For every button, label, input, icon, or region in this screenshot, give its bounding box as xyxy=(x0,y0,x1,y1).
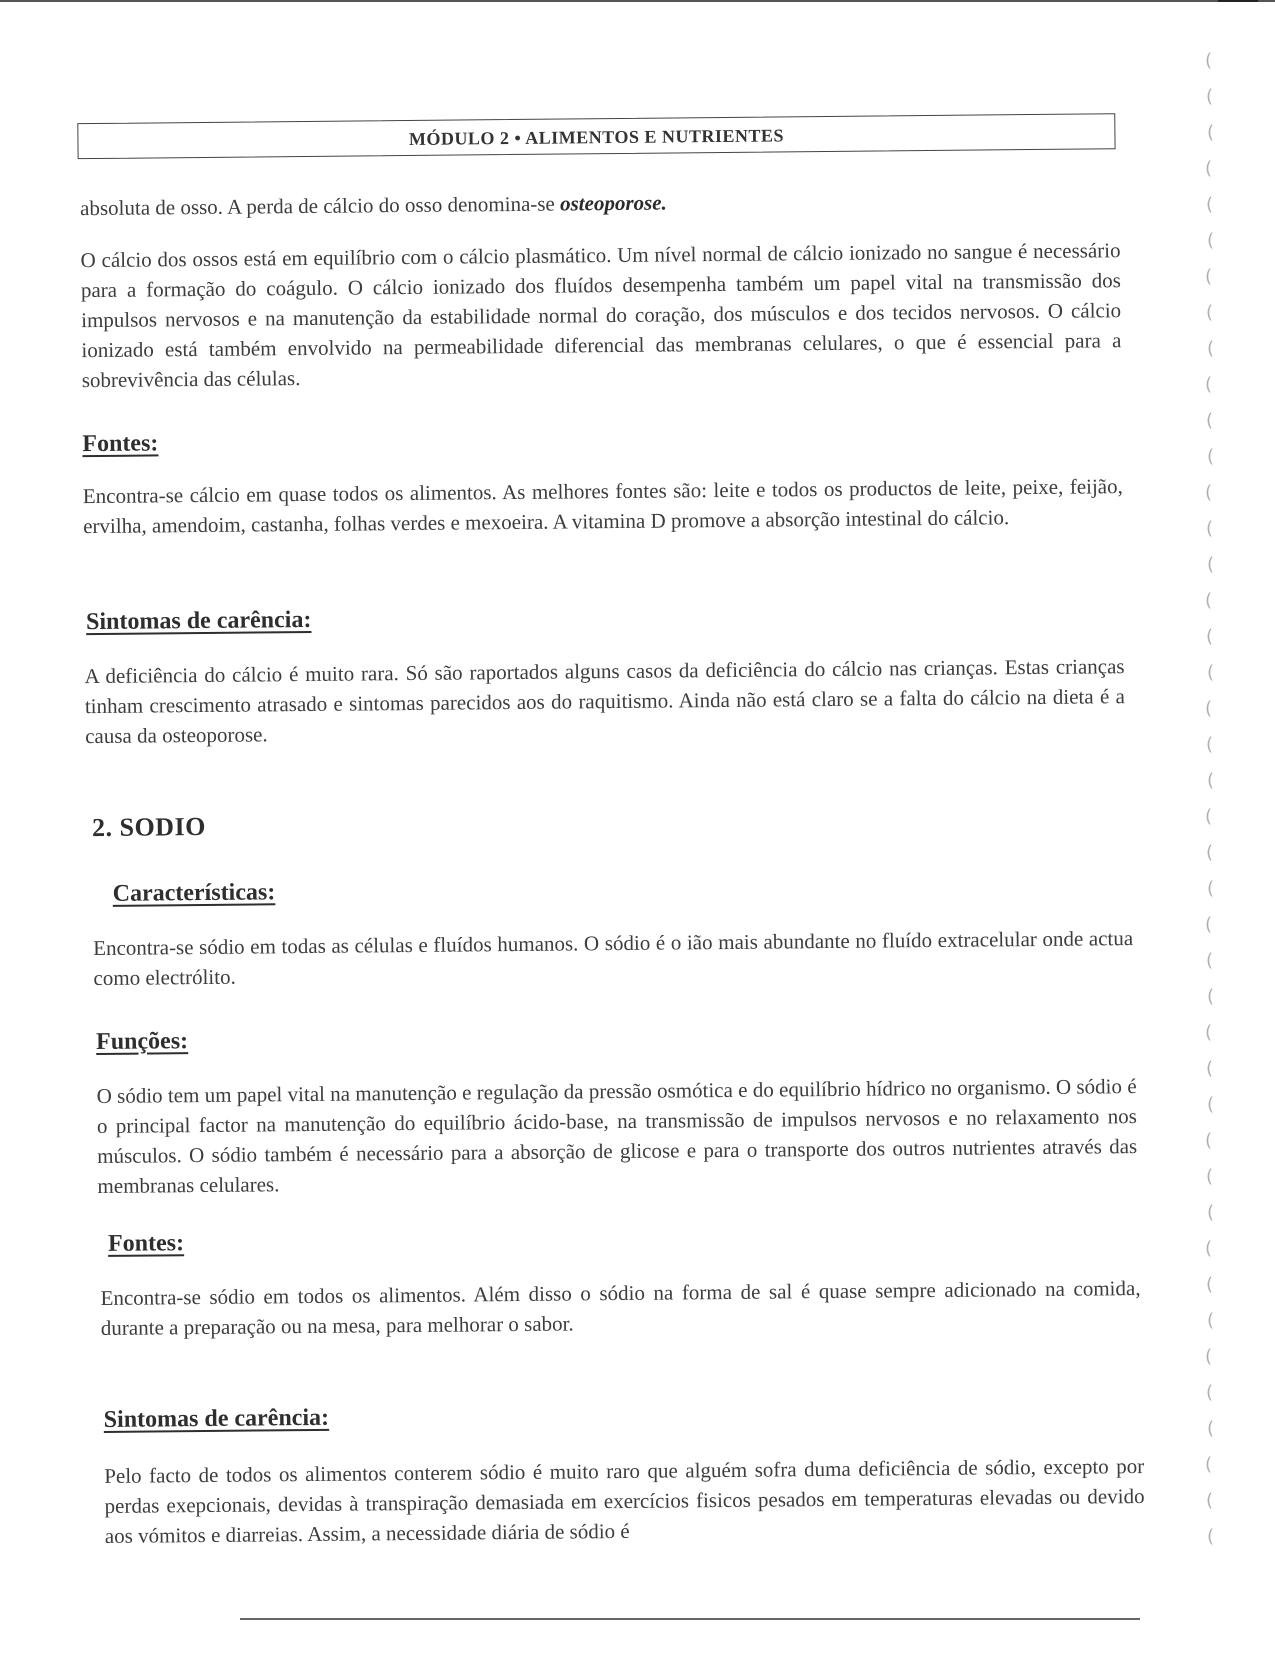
sodium-characteristics-text: Encontra-se sódio em todas as células e fluídos humanos. O sódio é o ião mais abundante no fluído extracelular onde actua como electrólito. xyxy=(93,926,1134,991)
binding-mark: ( xyxy=(1206,734,1214,755)
calcium-intro-text: absoluta de osso. A perda de cálcio do osso denomina-se xyxy=(79,191,561,221)
binding-mark: ( xyxy=(1205,1346,1213,1367)
sodium-functions-text: O sódio tem um papel vital na manutenção e regulação da pressão osmótica e do equilíbrio hídrico no organismo. O sódio é o principal factor na manutenção do equilíbrio ácido-base, na transmissão de impulsos nervosos e no relaxamento nos músculos. O sódio também é necessário para a absorção de glicose e para o transporte dos outros nutrientes através das membranas celulares. xyxy=(96,1074,1138,1199)
binding-mark: ( xyxy=(1205,806,1213,827)
sodium-deficiency-heading: Sintomas de carência: xyxy=(103,1404,330,1433)
binding-mark: ( xyxy=(1206,410,1214,431)
binding-mark: ( xyxy=(1207,1202,1215,1223)
binding-mark: ( xyxy=(1207,1418,1215,1439)
binding-mark: ( xyxy=(1205,1238,1213,1259)
binding-mark: ( xyxy=(1206,842,1214,863)
binding-mark: ( xyxy=(1207,230,1215,251)
binding-mark: ( xyxy=(1206,194,1214,215)
binding-mark: ( xyxy=(1205,158,1213,179)
calcium-sources-heading: Fontes: xyxy=(82,430,159,458)
binding-mark: ( xyxy=(1205,914,1213,935)
binding-mark: ( xyxy=(1206,950,1214,971)
binding-mark: ( xyxy=(1207,1310,1215,1331)
binding-mark: ( xyxy=(1207,122,1215,143)
calcium-deficiency-heading: Sintomas de carência: xyxy=(85,606,312,636)
binding-mark: ( xyxy=(1206,518,1214,539)
calcium-plasma-paragraph: O cálcio dos ossos está em equilíbrio com o cálcio plasmático. Um nível normal de cálcio ionizado no sangue é necessário para a formação do coágulo. O cálcio ionizado dos fluídos desempenha também um papel vital na transmissão dos impulsos nervosos e na manutenção da estabilidade normal do coração, dos músculos e dos tecidos nervosos. O cálcio ionizado está também envolvido na permeabilidade diferencial das membranas celulares, o que é essencial para a sobrevivência das células. xyxy=(80,238,1122,393)
binding-mark: ( xyxy=(1207,662,1215,683)
binding-mark: ( xyxy=(1206,86,1214,107)
binding-mark: ( xyxy=(1205,266,1213,287)
binding-mark: ( xyxy=(1206,1058,1214,1079)
binding-mark: ( xyxy=(1206,1274,1214,1295)
sodium-section-heading: 2. SODIO xyxy=(91,811,206,843)
sodium-deficiency-text: Pelo facto de todos os alimentos conterem sódio é muito raro que alguém sofra duma deficiência de sódio, excepto por perdas exepcionais, devidas à transpiração demasiada em exercícios fisicos pesados em temperaturas elevadas ou devido aos vómitos e diarreias. Assim, a necessidade diária de sódio é xyxy=(104,1453,1145,1548)
binding-mark: ( xyxy=(1206,1490,1214,1511)
binding-mark: ( xyxy=(1207,1526,1215,1547)
binding-mark: ( xyxy=(1207,770,1215,791)
binding-mark: ( xyxy=(1206,1382,1214,1403)
calcium-deficiency-text: A deficiência do cálcio é muito rara. Só são raportados alguns casos da deficiência do cálcio nas crianças. Estas crianças tinham crescimento atrasado e sintomas parecidos aos do raquitismo. Ainda não está claro se a falta do cálcio na dieta é a causa da osteoporose. xyxy=(84,654,1125,749)
binding-mark: ( xyxy=(1206,626,1214,647)
binding-mark: ( xyxy=(1205,698,1213,719)
binding-mark: ( xyxy=(1207,446,1215,467)
binding-mark: ( xyxy=(1207,878,1215,899)
binding-mark: ( xyxy=(1205,590,1213,611)
binding-mark: ( xyxy=(1206,1166,1214,1187)
binding-mark: ( xyxy=(1206,302,1214,323)
binding-mark: ( xyxy=(1207,1094,1215,1115)
sodium-sources-text: Encontra-se sódio em todos os alimentos. Além disso o sódio na forma de sal é quase sempre adicionado na comida, durante a preparação ou na mesa, para melhorar o sabor. xyxy=(100,1276,1141,1341)
binding-mark: ( xyxy=(1207,554,1215,575)
sodium-characteristics-heading: Características: xyxy=(112,879,276,907)
binding-mark: ( xyxy=(1205,1130,1213,1151)
sodium-sources-heading: Fontes: xyxy=(107,1230,185,1257)
sodium-functions-heading: Funções: xyxy=(95,1028,189,1056)
binding-mark: ( xyxy=(1205,374,1213,395)
binding-mark: ( xyxy=(1205,50,1213,71)
binding-mark: ( xyxy=(1207,338,1215,359)
bottom-rule xyxy=(240,1618,1140,1620)
binding-mark: ( xyxy=(1205,482,1213,503)
module-header xyxy=(77,113,1115,159)
binding-hole-marks xyxy=(1195,50,1225,1650)
module-title: MÓDULO 2 • ALIMENTOS E NUTRIENTES xyxy=(408,124,785,149)
binding-mark: ( xyxy=(1205,1454,1213,1475)
calcium-sources-text: Encontra-se cálcio em quase todos os alimentos. As melhores fontes são: leite e todos os productos de leite, peixe, feijão, ervilha, amendoim, castanha, folhas verdes e mexoeira. A vitamina D promove a absorção intestinal do cálcio. xyxy=(82,474,1123,539)
binding-mark: ( xyxy=(1207,986,1215,1007)
osteoporose-term: osteoporose. xyxy=(559,190,667,216)
calcium-intro-paragraph xyxy=(80,183,1120,223)
binding-mark: ( xyxy=(1205,1022,1213,1043)
